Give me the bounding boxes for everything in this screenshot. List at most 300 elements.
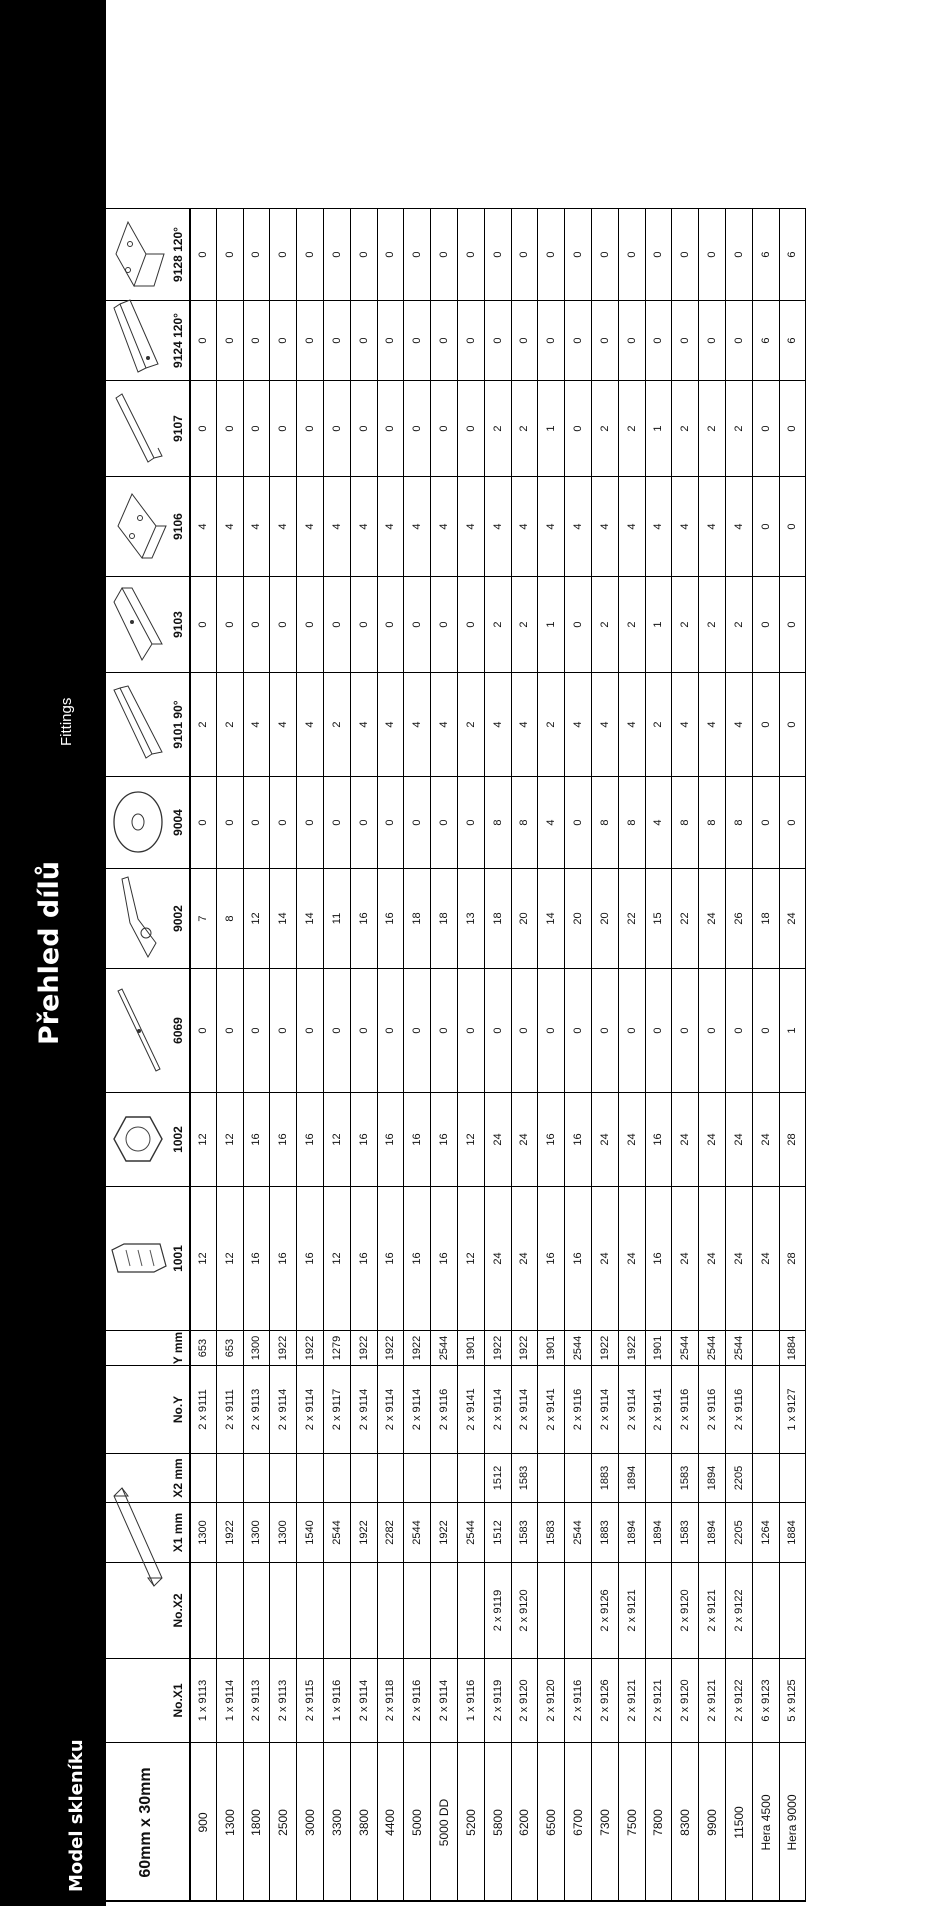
table-cell: 0 <box>297 776 324 868</box>
table-cell: 0 <box>485 300 512 380</box>
table-cell: 1922 <box>351 1330 378 1365</box>
table-cell: 2544 <box>565 1330 592 1365</box>
table-cell: 2 x 9114 <box>297 1365 324 1453</box>
table-cell: 2 x 9120 <box>672 1658 699 1742</box>
table-cell: 2 x 9114 <box>351 1365 378 1453</box>
table-cell: 1922 <box>485 1330 512 1365</box>
table-cell: 2 x 9113 <box>244 1658 271 1742</box>
table-cell: 4 <box>378 672 405 776</box>
table-cell: 24 <box>485 1186 512 1330</box>
column-header: 9124 120° <box>106 300 190 380</box>
table-cell: 4 <box>297 672 324 776</box>
table-cell: 12 <box>244 868 271 968</box>
table-cell: 28 <box>780 1092 807 1186</box>
table-cell <box>190 1562 217 1658</box>
table-cell: 1922 <box>297 1330 324 1365</box>
table-cell: 1922 <box>431 1502 458 1562</box>
table-cell: 16 <box>431 1092 458 1186</box>
table-cell: 16 <box>538 1186 565 1330</box>
table-cell: 0 <box>565 208 592 300</box>
table-cell: 1883 <box>592 1502 619 1562</box>
table-cell: 0 <box>190 776 217 868</box>
model-cell: Hera 4500 <box>753 1742 780 1902</box>
table-cell: 16 <box>351 868 378 968</box>
column-header: 9004 <box>106 776 190 868</box>
corner-connector-icon <box>108 1238 173 1278</box>
table-cell <box>351 1453 378 1502</box>
model-cell: Hera 9000 <box>780 1742 807 1902</box>
table-cell: 0 <box>431 300 458 380</box>
table-cell: 4 <box>297 476 324 576</box>
table-cell <box>324 1562 351 1658</box>
table-cell: 2 x 9116 <box>404 1658 431 1742</box>
table-cell: 24 <box>753 1186 780 1330</box>
table-cell: 24 <box>592 1092 619 1186</box>
table-cell: 24 <box>672 1092 699 1186</box>
table-cell: 2 x 9114 <box>270 1365 297 1453</box>
table-cell: 16 <box>646 1092 673 1186</box>
model-cell: 5200 <box>458 1742 485 1902</box>
table-cell: 4 <box>726 476 753 576</box>
table-cell: 0 <box>780 576 807 672</box>
table-cell <box>753 1365 780 1453</box>
table-cell: 2 x 9111 <box>217 1365 244 1453</box>
table-cell: 4 <box>646 776 673 868</box>
column-header: 1002 <box>106 1092 190 1186</box>
table-cell: 12 <box>217 1186 244 1330</box>
table-cell: 0 <box>672 208 699 300</box>
table-cell <box>753 1330 780 1365</box>
table-cell: 0 <box>270 576 297 672</box>
table-cell: 4 <box>244 476 271 576</box>
table-cell: 16 <box>404 1186 431 1330</box>
table-cell: 16 <box>270 1186 297 1330</box>
table-cell: 0 <box>592 300 619 380</box>
table-cell: 0 <box>538 968 565 1092</box>
table-cell: 1 <box>646 380 673 476</box>
table-cell: 4 <box>431 476 458 576</box>
table-cell <box>404 1562 431 1658</box>
table-cell: 0 <box>672 300 699 380</box>
table-cell: 0 <box>538 300 565 380</box>
table-cell: 4 <box>565 672 592 776</box>
table-cell: 2 x 9119 <box>485 1562 512 1658</box>
table-cell <box>217 1562 244 1658</box>
model-cell: 5800 <box>485 1742 512 1902</box>
table-cell: 0 <box>753 776 780 868</box>
table-cell: 0 <box>217 208 244 300</box>
table-cell: 2 x 9120 <box>512 1562 539 1658</box>
table-cell: 0 <box>485 968 512 1092</box>
table-cell <box>646 1453 673 1502</box>
table-cell: 6 <box>780 208 807 300</box>
table-cell: 2 x 9126 <box>592 1658 619 1742</box>
table-cell: 14 <box>297 868 324 968</box>
model-cell: 900 <box>190 1742 217 1902</box>
table-cell: 0 <box>565 576 592 672</box>
table-cell: 2 x 9119 <box>485 1658 512 1742</box>
table-cell: 12 <box>324 1186 351 1330</box>
table-cell: 1583 <box>672 1453 699 1502</box>
table-cell <box>646 1562 673 1658</box>
model-cell: 3800 <box>351 1742 378 1902</box>
table-cell: 1 x 9116 <box>324 1658 351 1742</box>
column-header: 9128 120° <box>106 208 190 300</box>
table-cell: 0 <box>431 208 458 300</box>
table-cell: 0 <box>646 968 673 1092</box>
table-cell: 0 <box>351 776 378 868</box>
table-cell: 0 <box>404 968 431 1092</box>
table-cell: 0 <box>619 968 646 1092</box>
table-cell: 8 <box>619 776 646 868</box>
table-cell: 0 <box>351 208 378 300</box>
table-cell: 0 <box>378 300 405 380</box>
table-cell: 4 <box>244 672 271 776</box>
table-cell: 2 x 9115 <box>297 1658 324 1742</box>
table-cell: 0 <box>270 776 297 868</box>
table-cell: 1894 <box>699 1453 726 1502</box>
table-cell: 4 <box>619 672 646 776</box>
table-cell: 12 <box>324 1092 351 1186</box>
model-cell: 8300 <box>672 1742 699 1902</box>
table-cell: 20 <box>565 868 592 968</box>
table-cell: 0 <box>646 300 673 380</box>
table-cell: 12 <box>190 1092 217 1186</box>
table-cell: 0 <box>431 968 458 1092</box>
column-header: 9107 <box>106 380 190 476</box>
table-cell: 1922 <box>351 1502 378 1562</box>
table-cell: 24 <box>699 868 726 968</box>
table-cell: 24 <box>699 1092 726 1186</box>
table-cell: 0 <box>270 208 297 300</box>
table-cell: 1922 <box>217 1502 244 1562</box>
table-cell: 6 <box>753 300 780 380</box>
table-cell <box>244 1562 271 1658</box>
page-title: Přehled dílů <box>34 861 65 1045</box>
table-cell: 0 <box>351 300 378 380</box>
table-cell: 1922 <box>270 1330 297 1365</box>
angle-plate-icon <box>108 873 173 963</box>
table-cell: 2 <box>485 576 512 672</box>
column-header: 9103 <box>106 576 190 672</box>
table-cell: 2 x 9114 <box>431 1658 458 1742</box>
table-cell: 0 <box>297 380 324 476</box>
table-cell: 0 <box>378 380 405 476</box>
model-cell: 3300 <box>324 1742 351 1902</box>
table-cell <box>431 1453 458 1502</box>
model-cell: 2500 <box>270 1742 297 1902</box>
column-header: 6069 <box>106 968 190 1092</box>
table-cell: 0 <box>458 776 485 868</box>
table-cell <box>538 1562 565 1658</box>
table-cell: 8 <box>672 776 699 868</box>
table-cell: 4 <box>404 672 431 776</box>
table-cell: 0 <box>297 576 324 672</box>
table-cell: 0 <box>190 208 217 300</box>
table-cell: 1 <box>538 380 565 476</box>
table-cell: 2 x 9141 <box>538 1365 565 1453</box>
table-cell: 2544 <box>404 1502 431 1562</box>
table-cell: 2 x 9121 <box>699 1562 726 1658</box>
table-cell: 4 <box>378 476 405 576</box>
table-cell: 2 <box>619 576 646 672</box>
table-cell: 20 <box>592 868 619 968</box>
table-cell: 4 <box>270 672 297 776</box>
column-header: 1001 <box>106 1186 190 1330</box>
table-cell: 1583 <box>672 1502 699 1562</box>
table-cell: 1884 <box>780 1502 807 1562</box>
table-cell: 12 <box>458 1186 485 1330</box>
table-cell: 0 <box>646 208 673 300</box>
table-cell: 0 <box>217 776 244 868</box>
table-cell: 4 <box>619 476 646 576</box>
table-cell: 0 <box>217 300 244 380</box>
table-cell: 1300 <box>270 1502 297 1562</box>
table-cell <box>458 1453 485 1502</box>
table-cell: 4 <box>726 672 753 776</box>
table-cell: 0 <box>538 208 565 300</box>
table-cell <box>378 1453 405 1502</box>
table-cell: 0 <box>404 576 431 672</box>
table-cell: 0 <box>324 380 351 476</box>
table-cell <box>538 1453 565 1502</box>
table-cell: 0 <box>378 576 405 672</box>
table-cell: 22 <box>672 868 699 968</box>
short-bracket-icon <box>108 388 173 468</box>
table-cell: 15 <box>646 868 673 968</box>
table-cell: 0 <box>780 380 807 476</box>
table-cell: 18 <box>404 868 431 968</box>
table-cell: 24 <box>619 1092 646 1186</box>
table-cell: 1894 <box>699 1502 726 1562</box>
table-cell: 0 <box>780 672 807 776</box>
table-cell: 4 <box>458 476 485 576</box>
table-cell <box>270 1453 297 1502</box>
table-cell <box>753 1562 780 1658</box>
table-cell: 8 <box>512 776 539 868</box>
table-cell: 24 <box>726 1092 753 1186</box>
table-cell: 18 <box>485 868 512 968</box>
table-cell: 1512 <box>485 1453 512 1502</box>
table-cell: 1883 <box>592 1453 619 1502</box>
table-cell: 4 <box>190 476 217 576</box>
long-bracket-icon <box>108 985 173 1075</box>
table-cell: 1922 <box>592 1330 619 1365</box>
table-cell: 0 <box>351 576 378 672</box>
table-cell <box>780 1562 807 1658</box>
table-cell: 0 <box>190 968 217 1092</box>
table-cell: 16 <box>404 1092 431 1186</box>
table-cell: 1 x 9116 <box>458 1658 485 1742</box>
table-cell: 0 <box>512 208 539 300</box>
model-cell: 6500 <box>538 1742 565 1902</box>
model-cell: 1800 <box>244 1742 271 1902</box>
table-cell: 16 <box>378 868 405 968</box>
table-cell: 0 <box>217 968 244 1092</box>
table-cell: 0 <box>726 208 753 300</box>
angle-profile-icon <box>108 684 173 764</box>
table-cell: 0 <box>351 380 378 476</box>
table-cell: 1922 <box>378 1330 405 1365</box>
table-cell: 24 <box>485 1092 512 1186</box>
table-cell: 0 <box>190 300 217 380</box>
table-cell: 2 <box>485 380 512 476</box>
table-cell: 0 <box>297 968 324 1092</box>
table-cell: 2 <box>538 672 565 776</box>
table-cell: 2 <box>726 380 753 476</box>
column-header: Y mm <box>106 1330 190 1365</box>
table-cell: 13 <box>458 868 485 968</box>
table-cell: 0 <box>726 300 753 380</box>
table-cell: 0 <box>244 968 271 1092</box>
table-cell: 0 <box>780 776 807 868</box>
table-cell: 2 x 9141 <box>458 1365 485 1453</box>
column-header: X1 mm <box>106 1502 190 1562</box>
table-cell: 4 <box>699 672 726 776</box>
table-cell: 4 <box>512 476 539 576</box>
table-cell: 2544 <box>672 1330 699 1365</box>
table-cell: 0 <box>190 576 217 672</box>
table-cell: 2 <box>619 380 646 476</box>
table-cell: 2 x 9121 <box>619 1658 646 1742</box>
table-cell <box>458 1562 485 1658</box>
table-cell: 2 <box>592 380 619 476</box>
table-cell: 0 <box>378 776 405 868</box>
table-cell: 2 <box>672 576 699 672</box>
table-cell: 1894 <box>619 1453 646 1502</box>
table-cell: 2205 <box>726 1502 753 1562</box>
table-cell: 2 x 9114 <box>378 1365 405 1453</box>
model-cell: 6200 <box>512 1742 539 1902</box>
table-cell: 0 <box>324 576 351 672</box>
table-cell: 0 <box>324 776 351 868</box>
table-left-border <box>106 1900 806 1902</box>
table-cell: 8 <box>592 776 619 868</box>
model-cell: 7300 <box>592 1742 619 1902</box>
table-cell: 4 <box>672 476 699 576</box>
table-cell: 2 x 9121 <box>619 1562 646 1658</box>
table-cell: 2 x 9141 <box>646 1365 673 1453</box>
table-cell: 4 <box>592 476 619 576</box>
table-cell: 2 <box>217 672 244 776</box>
table-cell: 2 x 9114 <box>351 1658 378 1742</box>
profile-frame-icon <box>108 1482 173 1592</box>
table-cell: 1 <box>538 576 565 672</box>
table-cell: 6 <box>753 208 780 300</box>
table-cell: 1 <box>646 576 673 672</box>
table-cell: 1 x 9114 <box>217 1658 244 1742</box>
table-cell: 0 <box>512 968 539 1092</box>
table-cell: 2 <box>699 380 726 476</box>
hex-nut-icon <box>108 1109 173 1169</box>
column-header: X2 mm <box>106 1453 190 1502</box>
model-cell: 1300 <box>217 1742 244 1902</box>
table-cell: 0 <box>404 776 431 868</box>
table-cell: 0 <box>699 208 726 300</box>
table-cell: 0 <box>431 576 458 672</box>
table-cell: 2 <box>672 380 699 476</box>
table-cell: 0 <box>458 208 485 300</box>
table-cell: 2544 <box>458 1502 485 1562</box>
table-cell: 2 x 9121 <box>699 1658 726 1742</box>
table-cell: 4 <box>565 476 592 576</box>
column-header: 9002 <box>106 868 190 968</box>
table-cell: 4 <box>592 672 619 776</box>
table-cell: 0 <box>619 208 646 300</box>
table-cell <box>351 1562 378 1658</box>
table-cell: 0 <box>565 380 592 476</box>
table-cell: 1300 <box>244 1330 271 1365</box>
table-cell: 4 <box>217 476 244 576</box>
table-cell: 2 x 9114 <box>485 1365 512 1453</box>
table-cell: 0 <box>699 300 726 380</box>
table-cell: 16 <box>297 1092 324 1186</box>
table-cell: 0 <box>324 968 351 1092</box>
table-cell: 22 <box>619 868 646 968</box>
table-cell: 653 <box>190 1330 217 1365</box>
table-cell: 0 <box>324 208 351 300</box>
model-cell: 7500 <box>619 1742 646 1902</box>
table-cell: 1901 <box>538 1330 565 1365</box>
table-cell: 1279 <box>324 1330 351 1365</box>
table-cell: 1583 <box>512 1453 539 1502</box>
table-cell: 24 <box>726 1186 753 1330</box>
table-cell: 8 <box>726 776 753 868</box>
table-cell: 2 x 9116 <box>699 1365 726 1453</box>
table-cell: 2 x 9113 <box>270 1658 297 1742</box>
table-cell: 2 x 9122 <box>726 1658 753 1742</box>
table-cell <box>378 1562 405 1658</box>
table-cell: 16 <box>297 1186 324 1330</box>
column-header: No.X2 <box>106 1562 190 1658</box>
table-cell: 0 <box>565 968 592 1092</box>
fittings-label: Fittings <box>58 697 75 746</box>
table-cell: 1 <box>780 968 807 1092</box>
table-cell <box>297 1453 324 1502</box>
table-cell: 0 <box>753 576 780 672</box>
table-cell: 0 <box>672 968 699 1092</box>
table-cell: 4 <box>699 476 726 576</box>
table-cell: 2 x 9111 <box>190 1365 217 1453</box>
table-cell: 0 <box>244 576 271 672</box>
angled-plate-icon <box>108 214 173 294</box>
table-cell: 2 x 9116 <box>565 1658 592 1742</box>
table-cell: 2 <box>592 576 619 672</box>
table-cell: 0 <box>431 380 458 476</box>
table-cell: 2 x 9116 <box>565 1365 592 1453</box>
table-cell: 4 <box>351 476 378 576</box>
table-cell: 12 <box>458 1092 485 1186</box>
table-cell <box>565 1562 592 1658</box>
table-cell: 6 <box>780 300 807 380</box>
table-cell: 4 <box>485 476 512 576</box>
model-cell: 11500 <box>726 1742 753 1902</box>
table-cell <box>431 1562 458 1658</box>
table-cell: 1894 <box>619 1502 646 1562</box>
table-cell: 18 <box>753 868 780 968</box>
table-cell: 24 <box>672 1186 699 1330</box>
table-cell: 2 x 9116 <box>672 1365 699 1453</box>
table-cell: 16 <box>244 1186 271 1330</box>
model-cell: 5000 DD <box>431 1742 458 1902</box>
table-cell: 1922 <box>404 1330 431 1365</box>
table-cell: 0 <box>217 576 244 672</box>
table-cell: 4 <box>512 672 539 776</box>
table-cell: 2 x 9117 <box>324 1365 351 1453</box>
table-cell <box>324 1453 351 1502</box>
table-cell: 24 <box>780 868 807 968</box>
model-cell: 9900 <box>699 1742 726 1902</box>
